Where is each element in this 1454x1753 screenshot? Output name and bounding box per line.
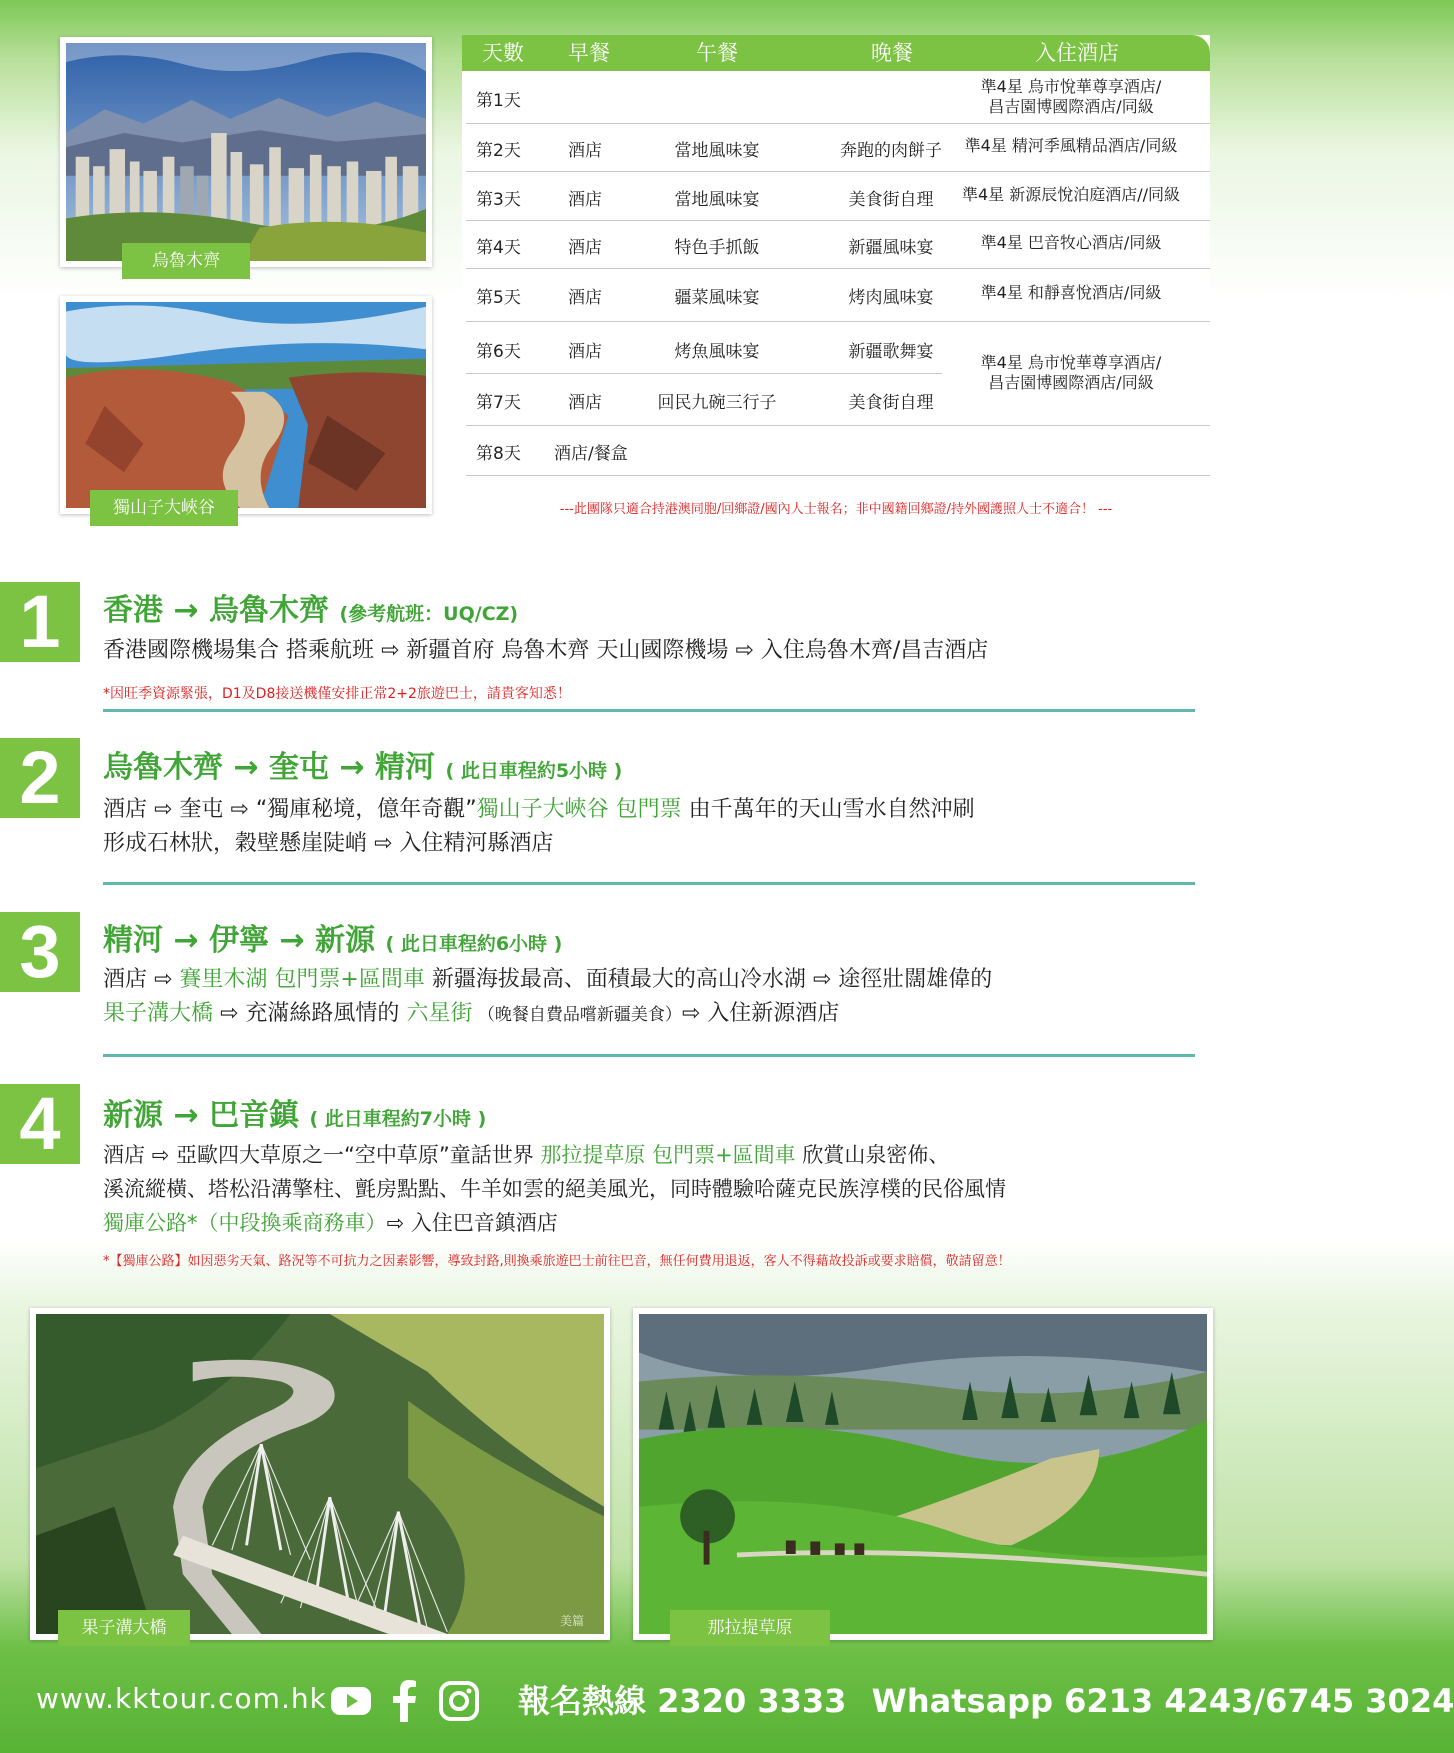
row-breakfast: 酒店	[568, 288, 602, 308]
row-day: 第6天	[476, 342, 521, 362]
footer	[0, 1670, 1454, 1740]
row-breakfast: 酒店	[568, 190, 602, 210]
header-dinner: 晚餐	[871, 41, 913, 65]
divider	[103, 882, 1195, 885]
row-lunch: 當地風味宴	[674, 190, 760, 210]
day-description	[103, 634, 988, 668]
highlight-attraction: 獨庫公路*（中段換乘商務車）	[103, 1211, 387, 1235]
urumqi-photo	[60, 37, 432, 267]
grassland-caption: 那拉提草原	[670, 1610, 830, 1646]
row-day: 第8天	[476, 444, 521, 464]
day-line: 溪流縱橫、塔松沿溝擎柱、氈房點點、牛羊如雲的絕美風光，同時體驗哈薩克民族淳樸的民俗風情	[103, 1177, 1006, 1201]
day-line: 酒店 ⇨ 亞歐四大草原之一“空中草原”童話世界 那拉提草原 包門票+區間車 欣賞山泉密佈、	[103, 1143, 950, 1167]
row-hotel: 準4星 巴音牧心酒店/同級	[980, 233, 1162, 252]
day-title	[103, 915, 562, 959]
day-title-sub: ( 此日車程約5小時 )	[445, 760, 623, 782]
day-description	[103, 963, 992, 1032]
instagram-icon[interactable]	[438, 1680, 480, 1726]
highlight-attraction: 賽里木湖 包門票+區間車	[179, 967, 425, 992]
website-link[interactable]: www.kktour.com.hk	[36, 1682, 327, 1715]
canyon-photo	[60, 296, 432, 514]
day-title	[103, 1090, 486, 1134]
itinerary-table	[462, 35, 1210, 490]
table-header	[462, 35, 1210, 71]
row-breakfast: 酒店/餐盒	[554, 444, 628, 464]
day-title-text: 精河 → 伊寧 → 新源	[103, 923, 376, 958]
row-dinner: 新疆歌舞宴	[848, 342, 934, 362]
canyon-caption: 獨山子大峽谷	[90, 490, 238, 526]
row-day: 第5天	[476, 288, 521, 308]
row-dinner: 新疆風味宴	[848, 238, 934, 258]
day-title	[103, 585, 518, 629]
grassland-photo	[633, 1308, 1213, 1640]
day-line: 酒店 ⇨ 賽里木湖 包門票+區間車 新疆海拔最高、面積最大的高山冷水湖 ⇨ 途徑壯闊雄偉的	[103, 967, 993, 992]
row-dinner: 美食街自理	[848, 190, 934, 210]
whatsapp-number[interactable]: Whatsapp 6213 4243/6745 3024	[871, 1682, 1454, 1720]
eligibility-note: ---此團隊只適合持港澳同胞/回鄉證/國內人士報名；非中國籍回鄉證/持外國護照人士不適合！ ---	[559, 502, 1113, 517]
row-breakfast: 酒店	[568, 141, 602, 161]
row-6-divider	[466, 373, 942, 374]
row-breakfast: 酒店	[568, 393, 602, 413]
day-title-text: 烏魯木齊 → 奎屯 → 精河	[103, 750, 436, 785]
facebook-icon[interactable]	[390, 1680, 420, 1726]
bridge-watermark: 美篇	[560, 1614, 585, 1628]
row-dinner: 美食街自理	[848, 393, 934, 413]
day-line: 果子溝大橋 ⇨ 充滿絲路風情的 六星街 （晚餐自費品嚐新疆美食）⇨ 入住新源酒店	[103, 1001, 840, 1026]
row-lunch: 特色手抓飯	[674, 238, 760, 258]
day-title	[103, 742, 622, 786]
bridge-photo	[30, 1308, 610, 1640]
row-hotel: 準4星 新源辰悅泊庭酒店//同級	[961, 185, 1181, 204]
row-dinner: 烤肉風味宴	[848, 288, 934, 308]
header-hotel: 入住酒店	[1035, 41, 1119, 65]
table-row	[466, 220, 1210, 269]
highlight-attraction: 那拉提草原 包門票+區間車	[540, 1143, 796, 1167]
row-hotel-merged: 準4星 烏市悅華尊享酒店/ 昌吉園博國際酒店/同級	[980, 353, 1162, 392]
row-lunch: 回民九碗三行子	[657, 393, 777, 413]
day-warning: *因旺季資源緊張，D1及D8接送機僅安排正常2+2旅遊巴士，請貴客知悉！	[103, 686, 571, 702]
table-row	[466, 123, 1210, 172]
row-hotel: 準4星 精河季風精品酒店/同級	[964, 136, 1178, 155]
day-title-sub: (參考航班：UQ/CZ)	[339, 603, 519, 625]
youtube-icon[interactable]	[330, 1680, 372, 1724]
highlight-attraction: 六星街	[406, 1001, 473, 1026]
divider	[103, 709, 1195, 712]
row-dinner: 奔跑的肉餅子	[840, 141, 942, 161]
day-number: 2	[0, 738, 80, 818]
table-row	[466, 425, 1210, 476]
row-day: 第3天	[476, 190, 521, 210]
day-number: 3	[0, 912, 80, 992]
hotline-number[interactable]: 報名熱線 2320 3333	[518, 1682, 847, 1720]
day-description	[103, 1138, 1006, 1240]
header-day: 天數	[482, 41, 524, 65]
day-line: 酒店 ⇨ 奎屯 ⇨ “獨庫秘境，億年奇觀”獨山子大峽谷 包門票 由千萬年的天山雪水自然沖刷	[103, 797, 975, 822]
hotline-text	[518, 1676, 1454, 1722]
day-number: 1	[0, 582, 80, 662]
day-line: 形成石林狀，穀壁懸崖陡峭 ⇨ 入住精河縣酒店	[103, 831, 554, 856]
row-day: 第4天	[476, 238, 521, 258]
row-day: 第7天	[476, 393, 521, 413]
day-title-text: 新源 → 巴音鎮	[103, 1098, 300, 1133]
day-line: 香港國際機場集合 搭乘航班 ⇨ 新疆首府 烏魯木齊 天山國際機場 ⇨ 入住烏魯木齊/昌吉酒店	[103, 638, 989, 663]
row-breakfast: 酒店	[568, 238, 602, 258]
row-hotel: 準4星 和靜喜悅酒店/同級	[980, 283, 1162, 302]
row-hotel: 準4星 烏市悅華尊享酒店/ 昌吉園博國際酒店/同級	[980, 77, 1162, 116]
header-breakfast: 早餐	[568, 41, 610, 65]
row-day: 第1天	[476, 91, 521, 111]
day-line: 獨庫公路*（中段換乘商務車）⇨ 入住巴音鎮酒店	[103, 1211, 558, 1235]
row-breakfast: 酒店	[568, 342, 602, 362]
row-lunch: 烤魚風味宴	[674, 342, 760, 362]
table-row	[466, 71, 1210, 124]
day-description	[103, 793, 975, 861]
day-title-sub: ( 此日車程約6小時 )	[385, 933, 563, 955]
row-lunch: 疆菜風味宴	[674, 288, 760, 308]
urumqi-caption: 烏魯木齊	[122, 243, 250, 279]
row-day: 第2天	[476, 141, 521, 161]
table-row	[466, 268, 1210, 322]
row-lunch: 當地風味宴	[674, 141, 760, 161]
day-warning: *【獨庫公路】如因惡劣天氣、路況等不可抗力之因素影響，導致封路,則換乘旅遊巴士前往巴音，無任何費用退返，客人不得藉故投訴或要求賠償，敬請留意！	[103, 1254, 1011, 1269]
table-row	[466, 321, 1210, 426]
day-title-sub: ( 此日車程約7小時 )	[309, 1108, 487, 1130]
day-title-text: 香港 → 烏魯木齊	[103, 593, 330, 628]
table-row	[466, 171, 1210, 221]
bridge-caption: 果子溝大橋	[58, 1610, 190, 1646]
highlight-attraction: 果子溝大橋	[103, 1001, 214, 1026]
highlight-attraction: 獨山子大峽谷 包門票	[476, 797, 682, 822]
divider	[103, 1054, 1195, 1057]
day-number: 4	[0, 1084, 80, 1164]
header-lunch: 午餐	[696, 41, 738, 65]
